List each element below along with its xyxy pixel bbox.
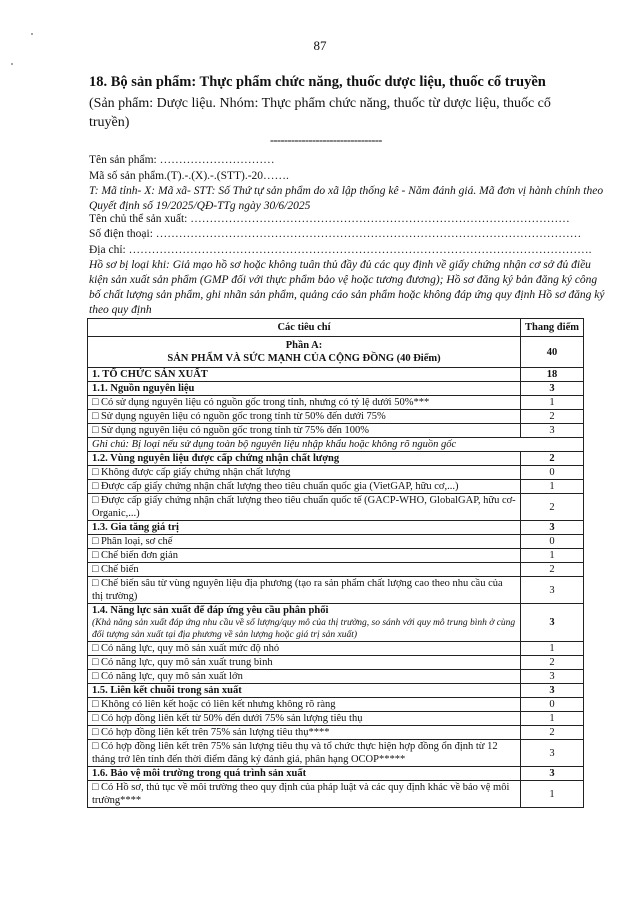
option-row: [88, 726, 584, 740]
option-score: 2: [521, 410, 584, 424]
option-text: □ Có năng lực, quy mô sản xuất mức độ nhỏ: [88, 642, 521, 656]
option-text: □ Có hợp đồng liên kết từ 50% đến dưới 75% sản lượng tiêu thụ: [88, 712, 521, 726]
option-score: 3: [521, 670, 584, 684]
part-a-line1: Phần A:: [285, 340, 323, 351]
criterion-1-5-score: 3: [521, 684, 584, 698]
criterion-1-1-title: 1.1. Nguồn nguyên liệu: [88, 382, 521, 396]
owner-field: Tên chủ thể sản xuất: ………………………………………………………………………………………: [89, 213, 570, 225]
section-1-score: 18: [521, 368, 584, 382]
option-row: [88, 781, 584, 808]
criterion-1-4-title: 1.4. Năng lực sản xuất để đáp ứng yêu cầu phân phối: [92, 605, 329, 616]
option-row: [88, 410, 584, 424]
criteria-header: Các tiêu chí: [88, 319, 521, 337]
section-subtitle: (Sản phẩm: Dược liệu. Nhóm: Thực phẩm chức năng, thuốc từ dược liệu, thuốc cổ truyền): [89, 96, 551, 130]
table-header-row: [88, 319, 584, 337]
option-row: [88, 656, 584, 670]
criterion-1-4-desc: (Khả năng sản xuất đáp ứng nhu cầu về số lượng/quy mô của thị trường, so sánh với quy mô trung bình ở cùng đối tượng sản xuất tại địa phương về sản lượng hoặc giá trị sản xuất): [92, 618, 516, 640]
option-score: 2: [521, 494, 584, 521]
option-text: □ Chế biến: [88, 563, 521, 577]
product-code-field: Mã số sản phẩm.(T).-.(X).-.(STT).-20…….: [89, 170, 289, 182]
criterion-row: [88, 382, 584, 396]
page-number: 87: [313, 38, 327, 53]
option-text: □ Được cấp giấy chứng nhận chất lượng theo tiêu chuẩn quốc tế (GACP-WHO, GlobalGAP, hữu cơ-Organic,...): [88, 494, 521, 521]
criterion-row: [88, 767, 584, 781]
option-score: 2: [521, 563, 584, 577]
disqualify-note: Hồ sơ bị loại khi: Giả mạo hồ sơ hoặc không tuân thủ đầy đủ các quy định về giấy chứng nhận cơ sở đủ điều kiện sản xuất sản phẩm (GMP đối với thực phẩm bảo vệ hoặc tương đương); Hồ sơ đăng ký bản đăng ký công bố chất lượng sản phẩm, ghi nhãn sản phẩm, quảng cáo sản phẩm hoặc không đáp ứng quy định Hồ sơ đăng ký theo quy định: [89, 259, 605, 316]
option-text: □ Được cấp giấy chứng nhận chất lượng theo tiêu chuẩn quốc gia (VietGAP, hữu cơ,...): [88, 480, 521, 494]
option-text: □ Chế biến đơn giản: [88, 549, 521, 563]
part-a-title: [88, 337, 521, 368]
option-row: [88, 480, 584, 494]
option-text: □ Sử dụng nguyên liệu có nguồn gốc trong tỉnh từ 75% đến 100%: [88, 424, 521, 438]
scan-speck: [31, 33, 33, 35]
criterion-1-2-score: 2: [521, 452, 584, 466]
option-row: [88, 494, 584, 521]
criterion-row: [88, 452, 584, 466]
criterion-1-3-title: 1.3. Gia tăng giá trị: [88, 521, 521, 535]
scan-speck: [11, 63, 13, 65]
option-text: □ Không có liên kết hoặc có liên kết nhưng không rõ ràng: [88, 698, 521, 712]
option-row: [88, 740, 584, 767]
option-score: 0: [521, 466, 584, 480]
part-a-score: 40: [521, 337, 584, 368]
option-score: 2: [521, 726, 584, 740]
option-row: [88, 577, 584, 604]
criterion-1-5-title: 1.5. Liên kết chuỗi trong sản xuất: [88, 684, 521, 698]
section-title: 18. Bộ sản phẩm: Thực phẩm chức năng, thuốc dược liệu, thuốc cổ truyền: [89, 74, 546, 90]
option-text: □ Có năng lực, quy mô sản xuất lớn: [88, 670, 521, 684]
address-field: Địa chỉ: ………………………………………………………………………………………………………….: [89, 244, 592, 256]
option-row: [88, 424, 584, 438]
score-header: Thang điểm: [521, 319, 584, 337]
option-score: 1: [521, 396, 584, 410]
criteria-table: [87, 318, 584, 808]
criterion-row: [88, 521, 584, 535]
option-score: 1: [521, 781, 584, 808]
option-score: 1: [521, 642, 584, 656]
option-score: 3: [521, 577, 584, 604]
criterion-1-2-title: 1.2. Vùng nguyên liệu được cấp chứng nhận chất lượng: [88, 452, 521, 466]
option-text: □ Có sử dụng nguyên liệu có nguồn gốc trong tỉnh, nhưng có tỷ lệ dưới 50%***: [88, 396, 521, 410]
product-name-field: Tên sản phẩm: …………………………: [89, 154, 275, 166]
option-score: 0: [521, 698, 584, 712]
option-score: 3: [521, 424, 584, 438]
section-1-title: 1. TỔ CHỨC SẢN XUẤT: [88, 368, 521, 382]
phone-field: Số điện thoại: …………………………………………………………………………………………………: [89, 228, 582, 240]
option-score: 1: [521, 712, 584, 726]
code-note: T: Mã tỉnh- X: Mã xã- STT: Số Thứ tự sản phẩm do xã lập thống kê - Năm đánh giá. Mã đơn vị hành chính theo Quyết định số 19/2025/QĐ-TTg ngày 30/6/2025: [89, 185, 604, 212]
option-row: [88, 563, 584, 577]
option-row: [88, 670, 584, 684]
option-text: □ Có năng lực, quy mô sản xuất trung bình: [88, 656, 521, 670]
option-row: [88, 698, 584, 712]
option-text: □ Phân loại, sơ chế: [88, 535, 521, 549]
option-row: [88, 466, 584, 480]
option-row: [88, 642, 584, 656]
criterion-1-4-score: 3: [521, 604, 584, 642]
option-score: 0: [521, 535, 584, 549]
option-text: □ Có hợp đồng liên kết trên 75% sản lượng tiêu thụ và tổ chức thực hiện hợp đồng ổn định từ 12 tháng trở lên tính đến thời điểm đăng ký đánh giá, phân hạng OCOP*****: [88, 740, 521, 767]
option-score: 3: [521, 740, 584, 767]
option-text: □ Có Hồ sơ, thủ tục về môi trường theo quy định của pháp luật và các quy định khác về bảo vệ môi trường****: [88, 781, 521, 808]
criterion-row: [88, 684, 584, 698]
criterion-row: [88, 604, 584, 642]
option-row: [88, 549, 584, 563]
criterion-1-1-score: 3: [521, 382, 584, 396]
separator: --------------------------------: [270, 133, 382, 147]
option-score: 1: [521, 549, 584, 563]
option-text: □ Có hợp đồng liên kết trên 75% sản lượng tiêu thụ****: [88, 726, 521, 740]
part-a-row: [88, 337, 584, 368]
option-score: 1: [521, 480, 584, 494]
option-text: □ Sử dụng nguyên liệu có nguồn gốc trong tỉnh từ 50% đến dưới 75%: [88, 410, 521, 424]
option-score: 2: [521, 656, 584, 670]
criterion-1-6-title: 1.6. Bảo vệ môi trường trong quá trình sản xuất: [88, 767, 521, 781]
section-row: [88, 368, 584, 382]
criterion-1-3-score: 3: [521, 521, 584, 535]
part-a-line2: SẢN PHẨM VÀ SỨC MẠNH CỦA CỘNG ĐỒNG (40 Điểm): [167, 353, 441, 364]
criterion-1-6-score: 3: [521, 767, 584, 781]
criterion-1-1-note: Ghi chú: Bị loại nếu sử dụng toàn bộ nguyên liệu nhập khẩu hoặc không rõ nguồn gốc: [88, 438, 584, 452]
option-text: □ Chế biến sâu từ vùng nguyên liệu địa phương (tạo ra sản phẩm chất lượng cao theo nhu cầu của thị trường): [88, 577, 521, 604]
note-row: [88, 438, 584, 452]
option-text: □ Không được cấp giấy chứng nhận chất lượng: [88, 466, 521, 480]
criterion-1-4-cell: [88, 604, 521, 642]
option-row: [88, 712, 584, 726]
option-row: [88, 535, 584, 549]
option-row: [88, 396, 584, 410]
